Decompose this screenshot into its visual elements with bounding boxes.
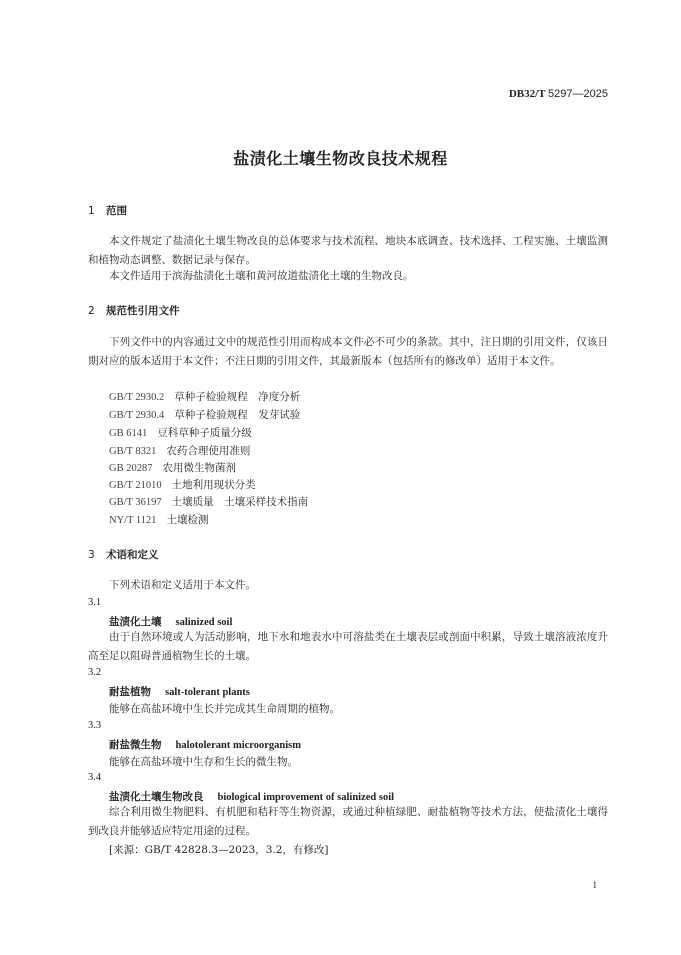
term-number: 3.3 (88, 720, 102, 731)
reference-item: GB 20287 农用微生物菌剂 (109, 462, 236, 474)
document-code: DB32/T 5297—2025 (508, 88, 608, 100)
term-heading: 耐盐植物 salt-tolerant plants (109, 686, 250, 698)
page-title: 盐渍化土壤生物改良技术规程 (233, 149, 448, 168)
term-heading: 盐渍化土壤生物改良 biological improvement of salinized soil (109, 791, 395, 803)
reference-item: GB/T 2930.4 草种子检验规程 发芽试验 (109, 409, 301, 421)
reference-item: GB/T 21010 土地利用现状分类 (109, 479, 256, 491)
section-heading-normative: 2 规范性引用文件 (88, 305, 180, 317)
term-heading: 耐盐微生物 halotolerant microorganism (109, 739, 301, 751)
term-number: 3.2 (88, 667, 102, 678)
term-number: 3.4 (88, 772, 102, 783)
scope-paragraph-1: 本文件规定了盐渍化土壤生物改良的总体要求与技术流程、地块本底调查、技术选择、工程实施、土壤监测和植物动态调整、数据记录与保存。 (88, 235, 608, 266)
page-number: 1 (592, 880, 597, 890)
term-definition: 由于自然环境或人为活动影响，地下水和地表水中可溶盐类在土壤表层或剖面中积累，导致土壤溶液浓度升高至足以阻碍普通植物生长的土壤。 (88, 631, 608, 662)
term-source: [来源：GB/T 42828.3—2023，3.2，有修改] (109, 844, 329, 856)
section-heading-scope: 1 范围 (88, 205, 127, 217)
section-heading-terms: 3 术语和定义 (88, 549, 159, 561)
term-definition: 综合利用微生物肥料、有机肥和秸秆等生物资源，或通过种植绿肥、耐盐植物等技术方法，使盐渍化土壤得到改良并能够适应特定用途的过程。 (88, 806, 608, 837)
term-heading: 盐渍化土壤 salinized soil (109, 616, 233, 628)
reference-item: GB/T 8321 农药合理使用准则 (109, 445, 251, 457)
normative-intro: 下列文件中的内容通过文中的规范性引用而构成本文件必不可少的条款。其中，注日期的引用文件，仅该日期对应的版本适用于本文件；不注日期的引用文件，其最新版本（包括所有的修改单）适用于本文件。 (88, 336, 608, 367)
term-definition: 能够在高盐环境中生存和生长的微生物。 (109, 756, 298, 768)
reference-item: GB/T 36197 土壤质量 土壤采样技术指南 (109, 496, 309, 508)
reference-item: GB/T 2930.2 草种子检验规程 净度分析 (109, 391, 301, 403)
reference-item: NY/T 1121 土壤检测 (109, 514, 209, 526)
terms-intro: 下列术语和定义适用于本文件。 (109, 579, 256, 591)
scope-paragraph-2: 本文件适用于滨海盐渍化土壤和黄河故道盐渍化土壤的生物改良。 (109, 270, 414, 282)
term-number: 3.1 (88, 597, 102, 608)
term-definition: 能够在高盐环境中生长并完成其生命周期的植物。 (109, 703, 340, 715)
reference-item: GB 6141 豆科草种子质量分级 (109, 427, 252, 439)
